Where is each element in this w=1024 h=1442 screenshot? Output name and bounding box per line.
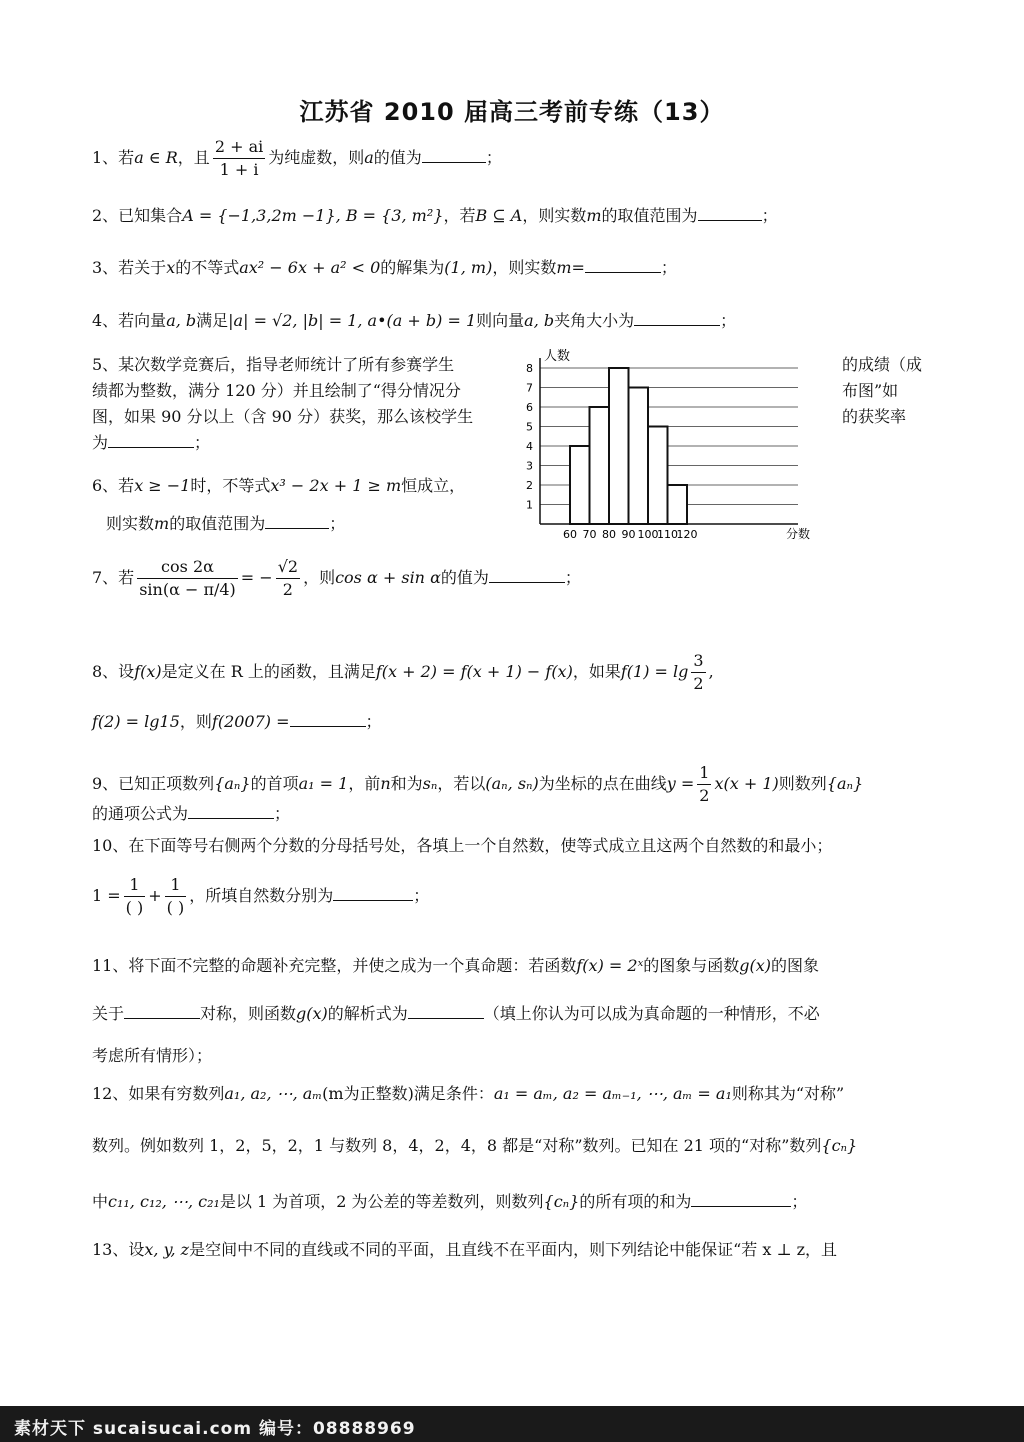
question-11-line-3 — [92, 1046, 212, 1066]
q9-expr3: sₙ — [422, 774, 438, 793]
q9-expr5: y = — [666, 774, 695, 793]
watermark-text: 素材天下 sucaisucai.com 编号：08888969 — [14, 1419, 416, 1439]
q9-expr7: {aₙ} — [826, 774, 864, 793]
q10-expr: 1 = — [92, 886, 121, 905]
q10-num-2: 1 — [165, 874, 187, 897]
q11-line2-b: 对称，则函数 — [200, 1004, 297, 1023]
question-5-right — [842, 352, 930, 430]
q2-expr2: B ⊆ A — [475, 206, 523, 225]
q8-expr4: f(2007) = — [211, 712, 290, 731]
y-tick-label: 7 — [526, 381, 533, 395]
q7-text-a: 7、若 — [92, 568, 135, 587]
question-10-line-2 — [92, 874, 429, 919]
q9-den: 2 — [699, 786, 710, 805]
question-8-line-2 — [92, 712, 382, 732]
y-tick-label: 5 — [526, 420, 533, 434]
q9-expr: {aₙ} — [214, 774, 251, 793]
q5-line-2-right: 布图”如 — [842, 381, 899, 400]
q10-fraction-1 — [124, 874, 146, 919]
q9-var-n: n — [380, 774, 391, 793]
q12-line1-c: 则称其为“对称” — [731, 1084, 845, 1103]
question-3 — [92, 258, 677, 278]
q9-text-d: 和为 — [390, 774, 423, 793]
q8-text-c: ，如果 — [572, 662, 621, 681]
q13-text-a: 13、设 — [92, 1240, 145, 1259]
q1-text-a: 1、若 — [92, 148, 135, 167]
q12-expr2: a₁ = aₘ, a₂ = aₘ₋₁, ⋯, aₘ = a₁ — [493, 1084, 732, 1103]
q8-num: 3 — [691, 650, 705, 673]
q12-line1-a: 12、如果有穷数列 — [92, 1084, 225, 1103]
question-12 — [92, 1084, 844, 1104]
q8-end: ； — [365, 712, 382, 731]
q6-end: ； — [329, 514, 346, 533]
q8-text-a: 8、设 — [92, 662, 135, 681]
q2-var: m — [586, 206, 602, 225]
q2-expr: A = {−1,3,2m −1}, B = {3, m²} — [182, 206, 444, 225]
q9-expr2: a₁ = 1 — [298, 774, 349, 793]
histogram-bar — [668, 485, 688, 524]
q8-answer-blank[interactable] — [290, 712, 366, 727]
q9-fraction — [697, 762, 711, 807]
q5-line-3: 图，如果 90 分以上（含 90 分）获奖，那么该校学生 — [92, 407, 474, 426]
q9-expr6: x(x + 1) — [714, 774, 779, 793]
q6-line2-b: 的取值范围为 — [169, 514, 266, 533]
x-tick-label: 60 — [563, 528, 577, 541]
histogram-bar — [570, 446, 590, 524]
q8-text-b: 是定义在 R 上的函数，且满足 — [161, 662, 376, 681]
q12-line3-c: 的所有项的和为 — [579, 1192, 692, 1211]
q10-line-1: 10、在下面等号右侧两个分数的分母括号处，各填上一个自然数，使等式成立且这两个自然数的和最小； — [92, 836, 833, 855]
q7-num: cos 2α — [137, 556, 238, 579]
q7-fraction — [137, 556, 238, 601]
q10-fraction-2 — [165, 874, 187, 919]
q7-text-c: 的值为 — [440, 568, 489, 587]
q1-text-b: ，且 — [177, 148, 210, 167]
q9-line2-text: 的通项公式为 — [92, 804, 189, 823]
x-tick-label: 100 — [637, 528, 659, 541]
q13-expr: x, y, z — [144, 1240, 190, 1259]
y-axis-label: 人数 — [544, 349, 571, 364]
q5-answer-blank[interactable] — [108, 433, 194, 448]
q2-text-c: ，则实数 — [522, 206, 587, 225]
q8-den: 2 — [693, 674, 704, 693]
q12-line2: 数列。例如数列 1，2，5，2，1 与数列 8，4，2，4，8 都是“对称”数列。已知在 21 项的“对称”数列 — [92, 1136, 822, 1155]
q10-end: ； — [413, 886, 430, 905]
question-6-line-2 — [106, 514, 345, 534]
q6-answer-blank[interactable] — [265, 514, 329, 529]
q5-line-3-right: 的获奖率 — [842, 407, 907, 426]
q12-line1-b: 满足条件： — [413, 1084, 494, 1103]
q6-line2-a: 则实数 — [106, 514, 155, 533]
histogram-bar — [629, 388, 649, 525]
q11-blank-1[interactable] — [124, 1004, 200, 1019]
q1-den: 1 + i — [219, 160, 259, 179]
q7-expr: cos α + sin α — [335, 568, 441, 587]
x-tick-label: 90 — [621, 528, 636, 541]
q4-text-c: 则向量 — [476, 311, 525, 330]
q11-line2-c: 的解析式为 — [327, 1004, 408, 1023]
q12-line3-b: 是以 1 为首项，2 为公差的等差数列，则数列 — [219, 1192, 544, 1211]
q11-line2-a: 关于 — [92, 1004, 125, 1023]
q9-num: 1 — [697, 762, 711, 785]
q10-num-1: 1 — [124, 874, 146, 897]
q12-answer-blank[interactable] — [691, 1192, 791, 1207]
q3-var-x: x — [166, 258, 176, 277]
q9-text-e: ，若以 — [437, 774, 486, 793]
q12-expr4: c₁₁, c₁₂, ⋯, c₂₁ — [108, 1192, 220, 1211]
q11-expr: f(x) = 2ˣ — [576, 956, 644, 975]
q11-line3: 考虑所有情形）； — [92, 1046, 213, 1065]
q4-end: ； — [720, 311, 737, 330]
q9-text-a: 9、已知正项数列 — [92, 774, 215, 793]
q12-expr3: {cₙ} — [821, 1136, 858, 1155]
q1-cond: a ∈ R — [134, 148, 178, 167]
question-12-line-3 — [92, 1192, 807, 1212]
q5-line-4-text: 为 — [92, 433, 109, 452]
q6-expr: x ≥ −1 — [134, 476, 191, 495]
q3-expr: ax² − 6x + a² < 0 — [239, 258, 381, 277]
q11-blank-2[interactable] — [408, 1004, 484, 1019]
q8-line2-text: ，则 — [179, 712, 212, 731]
q3-end: ； — [660, 258, 677, 277]
q1-text-d: 的值为 — [373, 148, 422, 167]
q4-vectors: a, b — [166, 311, 197, 330]
q10-plus: + — [148, 886, 162, 905]
q7-fraction-2 — [276, 556, 300, 601]
question-11 — [92, 956, 819, 976]
y-tick-label: 3 — [526, 459, 533, 473]
q7-answer-blank[interactable] — [489, 568, 565, 583]
q3-expr2: (1, m) — [444, 258, 493, 277]
q3-text-a: 3、若关于 — [92, 258, 167, 277]
q11-line1-c: 的图象 — [771, 956, 820, 975]
y-tick-label: 8 — [526, 362, 533, 375]
q8-line2-expr: f(2) = lg15 — [92, 712, 180, 731]
q4-vectors-2: a, b — [524, 311, 555, 330]
question-1 — [92, 136, 502, 181]
x-tick-label: 80 — [602, 528, 616, 541]
q2-end: ； — [761, 206, 778, 225]
q1-answer-blank[interactable] — [422, 148, 486, 163]
q7-num2: √2 — [276, 556, 300, 579]
histogram-bar — [648, 427, 668, 525]
q5-line-4 — [92, 430, 473, 456]
q6-text-c: 恒成立， — [401, 476, 466, 495]
q2-text-b: ，若 — [443, 206, 476, 225]
q2-answer-blank[interactable] — [698, 206, 762, 221]
q4-text-a: 4、若向量 — [92, 311, 167, 330]
q5-line-2: 绩都为整数，满分 120 分）并且绘制了“得分情况分 — [92, 381, 461, 400]
q4-answer-blank[interactable] — [634, 311, 720, 326]
q4-expr: |a| = √2, |b| = 1, a•(a + b) = 1 — [228, 311, 477, 330]
x-tick-label: 70 — [582, 528, 597, 541]
y-tick-label: 4 — [526, 440, 533, 453]
q10-answer-blank[interactable] — [333, 886, 413, 901]
question-6 — [92, 476, 465, 496]
q8-comma: , — [708, 662, 714, 681]
q8-expr: f(x) — [134, 662, 162, 681]
q5-end: ； — [194, 433, 211, 452]
q3-text-c: 的解集为 — [380, 258, 445, 277]
q8-expr3: f(1) = lg — [620, 662, 689, 681]
q7-den2: 2 — [282, 580, 293, 599]
histogram-bar — [590, 407, 610, 524]
q13-text-b: 是空间中不同的直线或不同的平面，且直线不在平面内，则下列结论中能保证“若 x ⊥ z，且 — [189, 1240, 838, 1259]
q6-text-a: 6、若 — [92, 476, 135, 495]
question-11-line-2 — [92, 1004, 820, 1024]
q3-answer-blank[interactable] — [585, 258, 661, 273]
q5-line-1-right: 的成绩（成 — [842, 355, 923, 374]
q11-line2-d: （填上你认为可以成为真命题的一种情形，不必 — [483, 1004, 820, 1023]
q9-end: ； — [274, 804, 291, 823]
q7-eq: = − — [240, 568, 273, 587]
x-axis-label: 分数 — [786, 527, 811, 541]
q9-answer-blank[interactable] — [188, 804, 274, 819]
q2-text-d: 的取值范围为 — [601, 206, 698, 225]
q1-var: a — [364, 148, 374, 167]
q6-text-b: 时，不等式 — [190, 476, 271, 495]
q12-expr: a₁, a₂, ⋯, aₘ — [224, 1084, 323, 1103]
q9-text-b: 的首项 — [250, 774, 299, 793]
q9-text-g: 则数列 — [778, 774, 827, 793]
q12-expr3-2: {cₙ} — [543, 1192, 580, 1211]
q9-expr4: (aₙ, sₙ) — [485, 774, 539, 793]
q10-den-2[interactable]: ( ) — [166, 898, 185, 917]
q1-num: 2 + ai — [213, 136, 265, 159]
q6-var-m: m — [154, 514, 170, 533]
q3-text-d: ，则实数 — [492, 258, 557, 277]
question-10 — [92, 836, 832, 856]
question-2 — [92, 206, 778, 226]
q7-den: sin(α − π/4) — [139, 580, 236, 599]
y-tick-label: 6 — [526, 401, 533, 414]
question-9 — [92, 762, 863, 807]
q7-text-b: ，则 — [303, 568, 336, 587]
y-tick-label: 2 — [526, 479, 533, 492]
question-13 — [92, 1240, 837, 1260]
q7-end: ； — [564, 568, 581, 587]
q10-text-b: ，所填自然数分别为 — [189, 886, 334, 905]
q3-eq: = — [571, 258, 585, 277]
q1-end: ； — [485, 148, 502, 167]
q6-expr2: x³ − 2x + 1 ≥ m — [270, 476, 402, 495]
q9-text-c: ，前 — [348, 774, 381, 793]
q3-var-m: m — [556, 258, 572, 277]
q9-text-f: 为坐标的点在曲线 — [538, 774, 667, 793]
q12-end: ； — [791, 1192, 808, 1211]
question-5 — [92, 352, 473, 456]
q8-expr2: f(x + 2) = f(x + 1) − f(x) — [375, 662, 573, 681]
histogram-bar — [609, 368, 629, 524]
q11-line1-a: 11、将下面不完整的命题补充完整，并使之成为一个真命题：若函数 — [92, 956, 577, 975]
q12-line3-a: 中 — [92, 1192, 109, 1211]
q11-gx: g(x) — [296, 1004, 328, 1023]
q11-expr2: g(x) — [739, 956, 772, 975]
question-8 — [92, 650, 714, 695]
score-histogram — [518, 348, 828, 548]
q10-den-1[interactable]: ( ) — [125, 898, 144, 917]
footer-bar — [0, 1406, 1024, 1442]
q4-text-d: 夹角大小为 — [554, 311, 635, 330]
question-7 — [92, 556, 581, 601]
q4-text-b: 满足 — [196, 311, 229, 330]
q5-line-1: 5、某次数学竞赛后，指导老师统计了所有参赛学生 — [92, 355, 455, 374]
q1-text-c: 为纯虚数，则 — [268, 148, 365, 167]
x-tick-label: 110 — [657, 528, 678, 541]
q3-text-b: 的不等式 — [175, 258, 240, 277]
question-4 — [92, 311, 736, 331]
question-12-line-2 — [92, 1136, 857, 1156]
page-title: 江苏省 2010 届高三考前专练（13） — [299, 98, 725, 126]
question-9-line-2 — [92, 804, 290, 824]
x-tick-label: 120 — [676, 528, 698, 541]
q1-fraction — [213, 136, 265, 181]
q2-text-a: 2、已知集合 — [92, 206, 183, 225]
y-tick-label: 1 — [526, 498, 533, 512]
q8-fraction — [691, 650, 705, 695]
q11-line1-b: 的图象与函数 — [643, 956, 740, 975]
q12-paren: (m为正整数) — [322, 1084, 414, 1103]
